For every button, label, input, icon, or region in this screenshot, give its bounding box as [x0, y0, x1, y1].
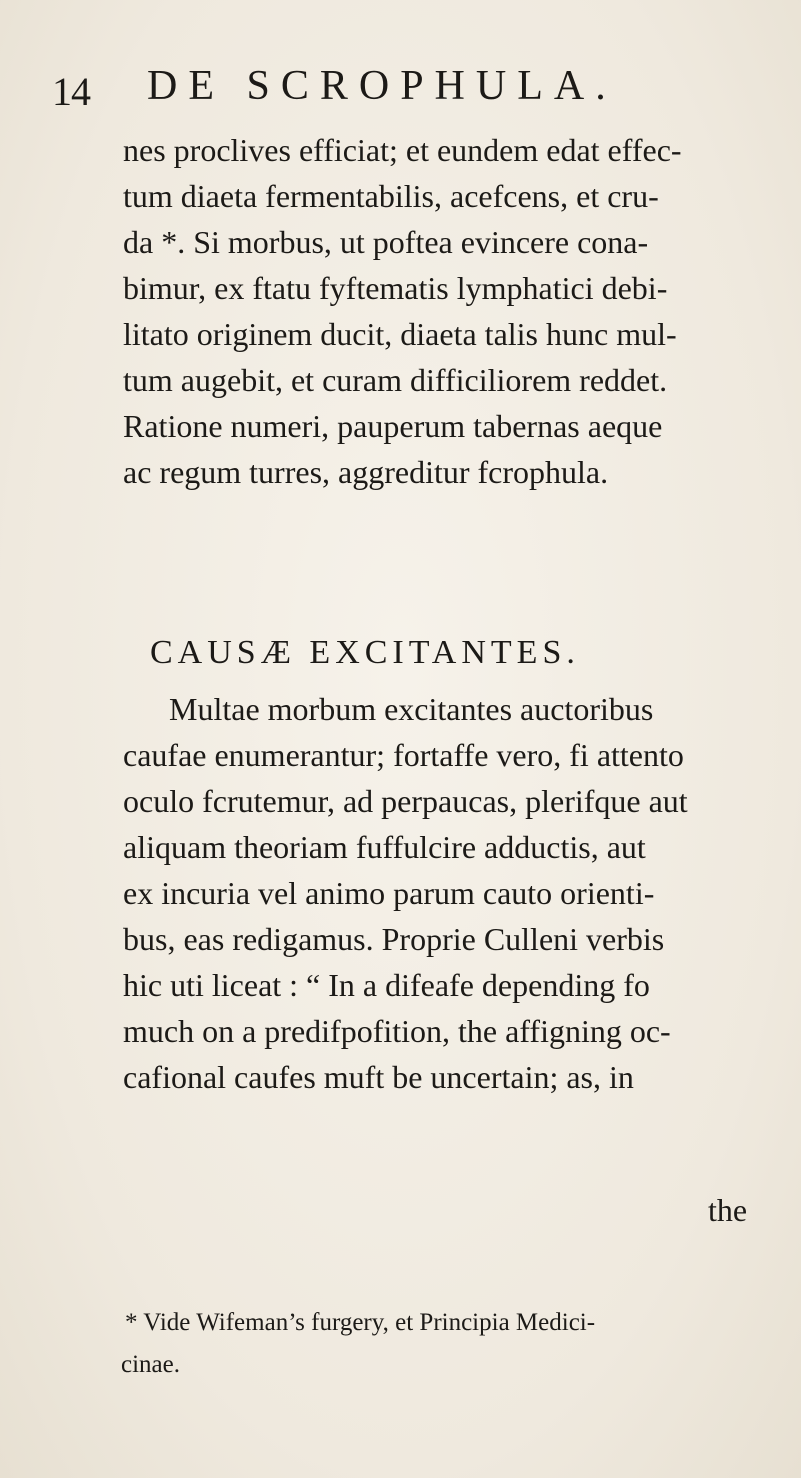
footnote — [123, 1302, 763, 1386]
text-line: bimur, ex ftatu fyftematis lymphatici debi- — [123, 270, 668, 306]
page-number: 14 — [52, 69, 90, 114]
text-line: litato originem ducit, diaeta talis hunc mul- — [123, 316, 677, 352]
text-line: hic uti liceat : “ In a difeafe depending fo — [123, 967, 650, 1003]
footnote-line: cinae. — [121, 1351, 180, 1378]
page-header — [52, 62, 752, 112]
paragraph-2 — [123, 686, 763, 1100]
text-line: bus, eas redigamus. Proprie Culleni verbis — [123, 921, 665, 957]
catchword: the — [708, 1192, 748, 1228]
text-line: tum augebit, et curam difficiliorem reddet. — [123, 362, 668, 398]
paragraph-1 — [123, 127, 763, 495]
text-line: much on a predifpofition, the affigning oc- — [123, 1013, 671, 1049]
text-line: da *. Si morbus, ut poftea evincere cona- — [123, 224, 649, 260]
text-line: caufae enumerantur; fortaffe vero, fi attento — [123, 737, 684, 773]
section-heading: CAUSÆ EXCITANTES. — [150, 634, 580, 671]
text-line: aliquam theoriam fuffulcire adductis, aut — [123, 829, 646, 865]
text-line: Multae morbum excitantes auctoribus — [169, 691, 654, 727]
text-line: ac regum turres, aggreditur fcrophula. — [123, 454, 609, 490]
footnote-line: * Vide Wifeman’s furgery, et Principia Medici- — [125, 1309, 596, 1336]
text-line: nes proclives efficiat; et eundem edat effec- — [123, 132, 682, 168]
text-line: ex incuria vel animo parum cauto orienti- — [123, 875, 655, 911]
text-line: oculo fcrutemur, ad perpaucas, plerifque aut — [123, 783, 688, 819]
text-line: Ratione numeri, pauperum tabernas aeque — [123, 408, 663, 444]
running-head: DE SCROPHULA. — [147, 63, 617, 109]
text-line: cafional caufes muft be uncertain; as, in — [123, 1059, 634, 1095]
text-line: tum diaeta fermentabilis, acefcens, et cru- — [123, 178, 659, 214]
